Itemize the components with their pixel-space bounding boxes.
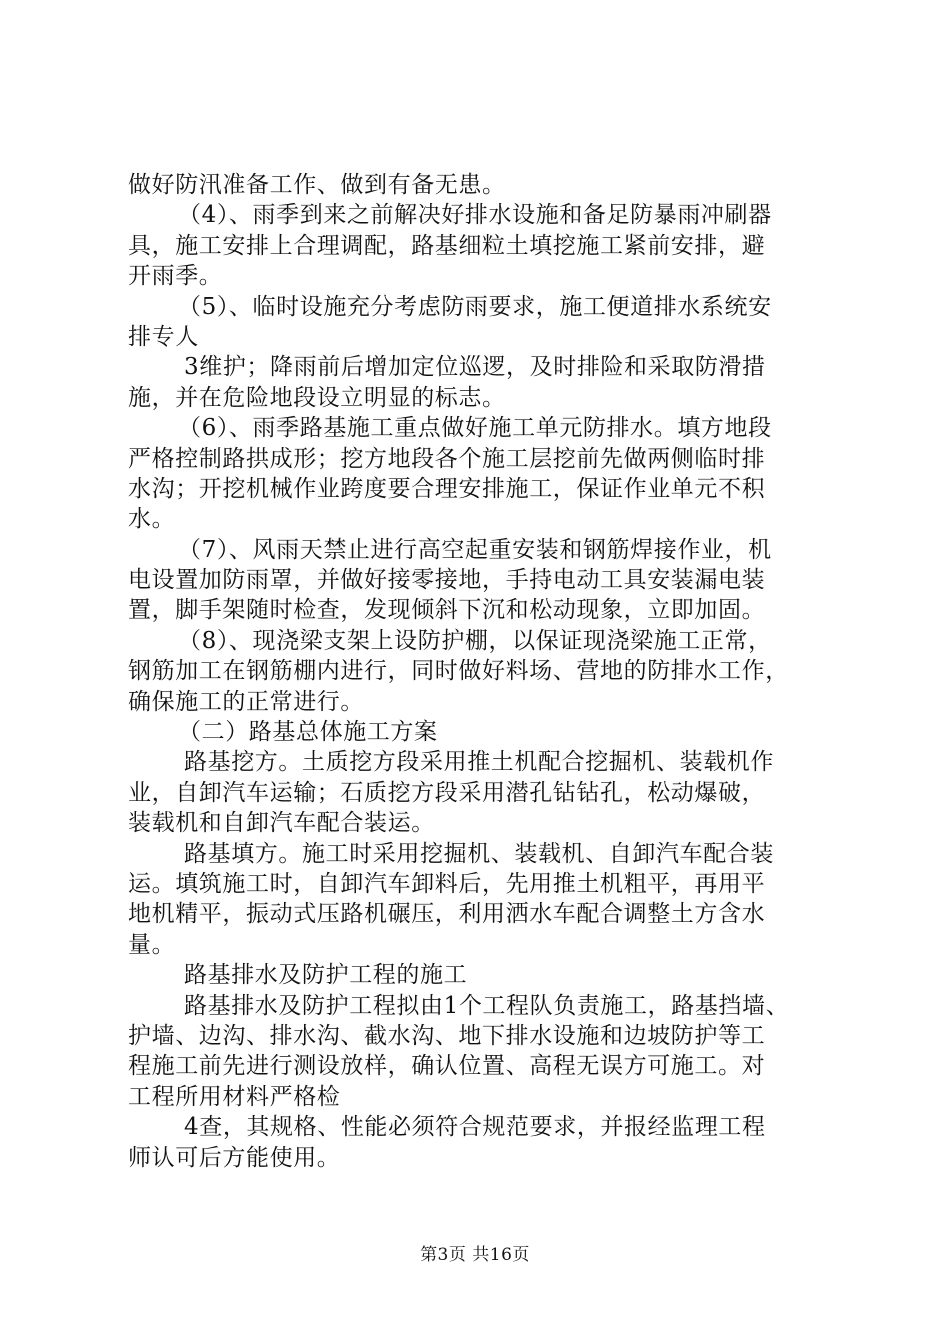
text-line: 路基填方。施工时采用挖掘机、装载机、自卸汽车配合装 xyxy=(184,840,774,867)
text-line: 业，自卸汽车运输；石质挖方段采用潜孔钻钻孔，松动爆破， xyxy=(128,779,766,806)
text-line: 地机精平，振动式压路机碾压，利用洒水车配合调整土方含水 xyxy=(128,901,766,928)
text-line: 施，并在危险地段设立明显的标志。 xyxy=(128,384,506,411)
text-line: 严格控制路拱成形；挖方地段各个施工层挖前先做两侧临时排 xyxy=(128,445,766,472)
text-line: （5）、临时设施充分考虑防雨要求，施工便道排水系统安 xyxy=(178,293,772,320)
text-line: 路基排水及防护工程拟由1个工程队负责施工，路基挡墙、 xyxy=(184,992,790,1019)
text-line: 量。 xyxy=(128,931,176,958)
text-line: 水。 xyxy=(128,506,176,533)
text-line: 水沟；开挖机械作业跨度要合理安排施工，保证作业单元不积 xyxy=(128,475,766,502)
text-line: 路基挖方。土质挖方段采用推土机配合挖掘机、装载机作 xyxy=(184,749,774,776)
text-line: （4）、雨季到来之前解决好排水设施和备足防暴雨冲刷器 xyxy=(178,202,772,229)
text-line: 置，脚手架随时检查，发现倾斜下沉和松动现象，立即加固。 xyxy=(128,597,766,624)
text-line: 具，施工安排上合理调配，路基细粒土填挖施工紧前安排，避 xyxy=(128,232,766,259)
text-line: 护墙、边沟、排水沟、截水沟、地下排水设施和边坡防护等工 xyxy=(128,1022,766,1049)
text-line: 师认可后方能使用。 xyxy=(128,1144,341,1171)
text-line: 4查，其规格、性能必须符合规范要求，并报经监理工程 xyxy=(184,1114,766,1141)
text-line: 做好防汛准备工作、做到有备无患。 xyxy=(128,172,506,198)
text-line: 程施工前先进行测设放样，确认位置、高程无误方可施工。对 xyxy=(128,1053,766,1080)
section-heading: 路基排水及防护工程的施工 xyxy=(184,962,468,989)
text-line: 装载机和自卸汽车配合装运。 xyxy=(128,810,435,837)
text-line: 3维护；降雨前后增加定位巡逻，及时排险和采取防滑措 xyxy=(184,354,766,381)
section-heading: （二）路基总体施工方案 xyxy=(178,719,438,746)
text-line: （8）、现浇梁支架上设防护棚，以保证现浇梁施工正常， xyxy=(178,627,772,654)
text-line: 工程所用材料严格检 xyxy=(128,1083,341,1110)
text-line: （7）、风雨天禁止进行高空起重安装和钢筋焊接作业，机 xyxy=(178,536,772,563)
page-footer: 第3页 共16页 xyxy=(420,1245,530,1265)
text-line: 运。填筑施工时，自卸汽车卸料后，先用推土机粗平，再用平 xyxy=(128,870,766,897)
text-line: 电设置加防雨罩，并做好接零接地，手持电动工具安装漏电装 xyxy=(128,567,766,594)
text-line: 钢筋加工在钢筋棚内进行，同时做好料场、营地的防排水工作， xyxy=(128,658,789,685)
body-text xyxy=(128,170,858,1173)
text-line: 排专人 xyxy=(128,323,199,350)
text-line: 确保施工的正常进行。 xyxy=(128,688,364,715)
text-line: （6）、雨季路基施工重点做好施工单元防排水。填方地段 xyxy=(178,415,772,442)
text-line: 开雨季。 xyxy=(128,263,223,290)
